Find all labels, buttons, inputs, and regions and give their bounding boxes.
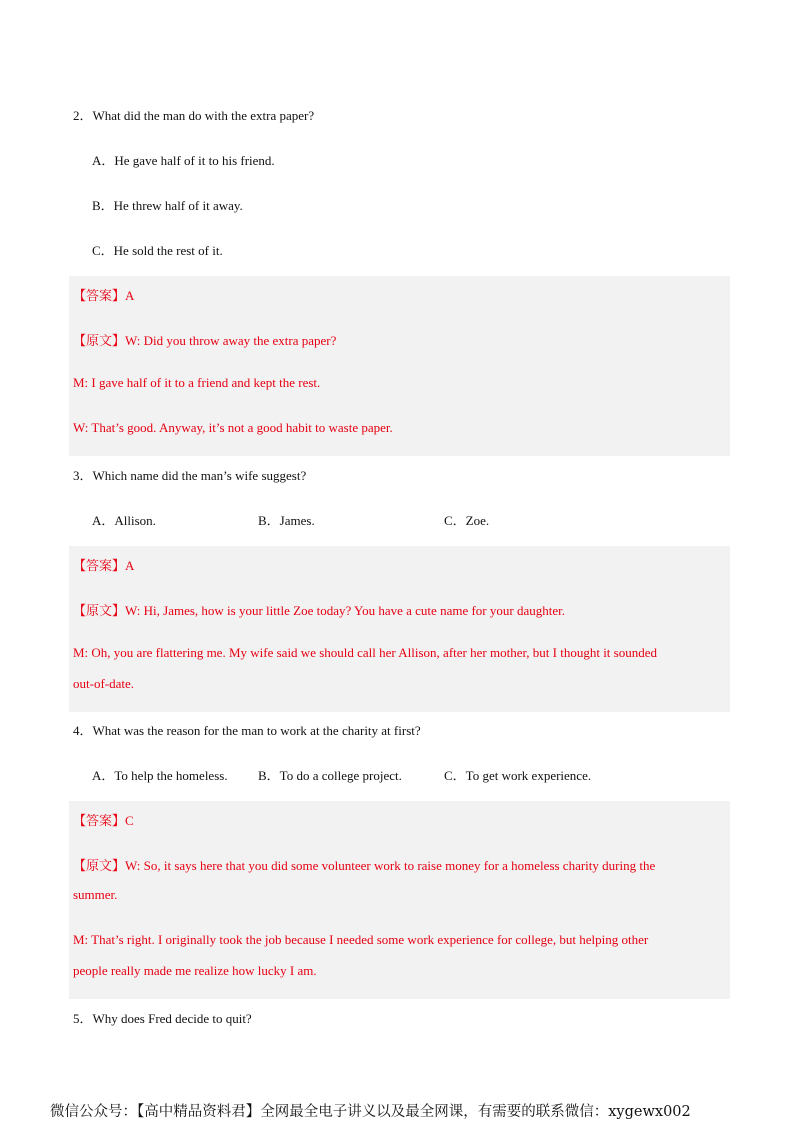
q2-answer: 【答案】A	[73, 288, 135, 303]
q4-transcript-line-2: summer.	[73, 887, 118, 902]
question-2: 2．What did the man do with the extra paper?	[73, 108, 315, 123]
q3-transcript-line-3: out-of-date.	[73, 676, 135, 691]
q3-transcript-line-1: 【原文】W: Hi, James, how is your little Zoe today? You have a cute name for your daughter.	[73, 603, 565, 618]
footer-promo: 微信公众号：【高中精品资料君】全网最全电子讲义以及最全网课，有需要的联系微信：xygewx002	[50, 1104, 691, 1120]
q2-transcript-line-3: W: That’s good. Anyway, it’s not a good habit to waste paper.	[73, 420, 393, 435]
q3-option-c: C．Zoe.	[444, 513, 490, 528]
q3-option-b: B．James.	[258, 513, 315, 528]
q4-transcript-line-1: 【原文】W: So, it says here that you did some volunteer work to raise money for a homeless charity during the	[73, 858, 656, 873]
question-5: 5．Why does Fred decide to quit?	[73, 1011, 252, 1026]
q2-option-a: A．He gave half of it to his friend.	[92, 153, 275, 168]
q4-option-b: B．To do a college project.	[258, 768, 402, 783]
q3-option-a: A．Allison.	[92, 513, 156, 528]
q2-transcript-line-2: M: I gave half of it to a friend and kept the rest.	[73, 375, 321, 390]
q4-transcript-line-4: people really made me realize how lucky I am.	[73, 963, 317, 978]
q4-option-c: C．To get work experience.	[444, 768, 592, 783]
question-3: 3．Which name did the man’s wife suggest?	[73, 468, 307, 483]
question-4: 4．What was the reason for the man to work at the charity at first?	[73, 723, 421, 738]
q2-option-c: C．He sold the rest of it.	[92, 243, 223, 258]
q2-option-b: B．He threw half of it away.	[92, 198, 243, 213]
q3-transcript-line-2: M: Oh, you are flattering me. My wife said we should call her Allison, after her mother, but I thought it sounded	[73, 645, 657, 660]
q4-option-a: A．To help the homeless.	[92, 768, 228, 783]
q4-transcript-line-3: M: That’s right. I originally took the job because I needed some work experience for college, but helping other	[73, 932, 649, 947]
q2-transcript-line-1: 【原文】W: Did you throw away the extra paper?	[73, 333, 337, 348]
q3-answer-box	[69, 546, 730, 712]
q4-answer: 【答案】C	[73, 813, 134, 828]
q3-answer: 【答案】A	[73, 558, 135, 573]
